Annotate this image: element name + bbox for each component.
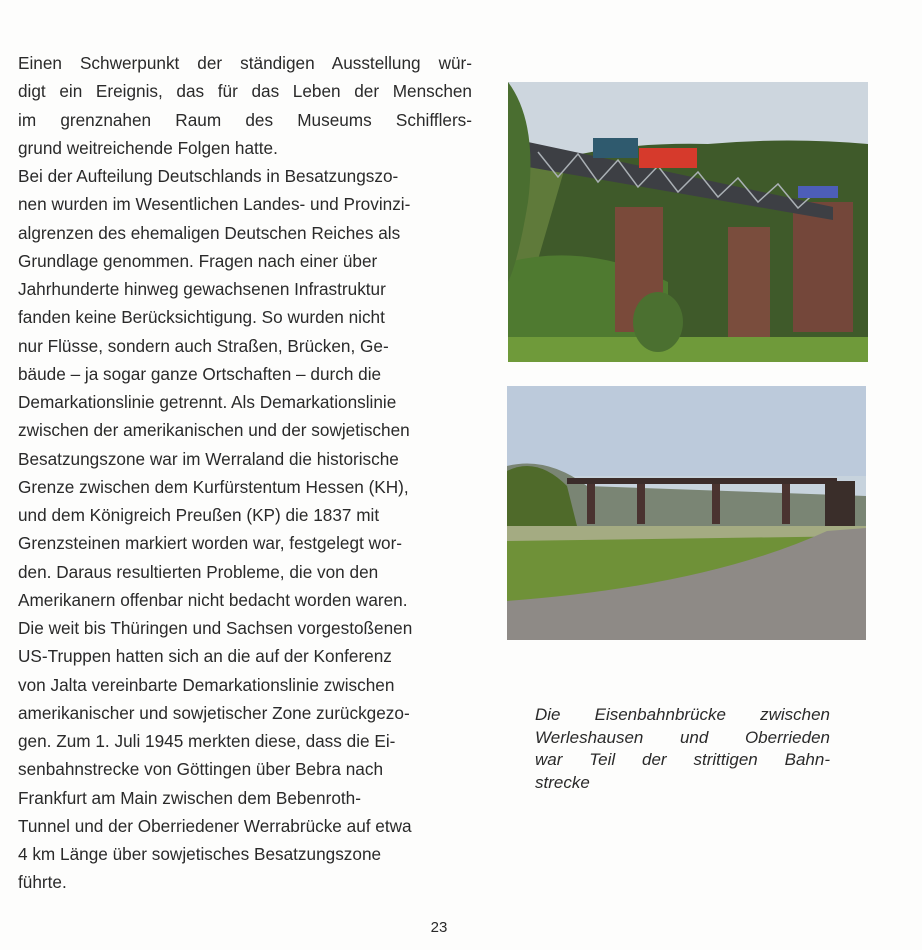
body-text-line: Jahrhunderte hinweg gewachsenen Infrastruktur: [18, 279, 386, 299]
body-text-line: digt ein Ereignis, das für das Leben der Menschen: [18, 81, 472, 102]
body-text-line: algrenzen des ehemaligen Deutschen Reiches als: [18, 222, 401, 243]
body-text-line: Einen Schwerpunkt der ständigen Ausstellung wür-: [18, 53, 472, 73]
body-text-line: den. Daraus resultierten Probleme, die von den: [18, 561, 379, 582]
body-text-line: nen wurden im Wesentlichen Landes- und Provinzi-: [18, 194, 411, 215]
body-text-line: Besatzungszone war im Werraland die historische: [18, 448, 399, 469]
caption-line: Die Eisenbahnbrücke zwischen: [535, 705, 830, 724]
body-text: [18, 49, 472, 897]
body-text-line: 4 km Länge über sowjetisches Besatzungszone: [18, 844, 382, 864]
body-text-line: amerikanischer und sowjetischer Zone zurückgezo-: [18, 702, 410, 723]
body-text-line: Frankfurt am Main zwischen dem Bebenroth-: [18, 787, 361, 808]
body-text-line: und dem Königreich Preußen (KP) die 1837 mit: [18, 505, 380, 525]
page-number: 23: [430, 919, 448, 936]
body-text-line: Grenze zwischen dem Kurfürstentum Hessen (KH),: [18, 476, 409, 497]
body-text-line: nur Flüsse, sondern auch Straßen, Brücken, Ge-: [18, 335, 389, 356]
body-text-line: grund weitreichende Folgen hatte.: [18, 137, 278, 158]
body-text-line: US-Truppen hatten sich an die auf der Konferenz: [18, 646, 392, 667]
caption-line: war Teil der strittigen Bahn-: [535, 750, 830, 769]
body-text-line: bäude – ja sogar ganze Ortschaften – durch die: [18, 363, 382, 384]
photo-caption: [535, 704, 830, 794]
body-text-line: Bei der Aufteilung Deutschlands in Besatzungszo-: [18, 166, 399, 186]
body-text-line: zwischen der amerikanischen und der sowjetischen: [18, 420, 410, 441]
body-text-line: Grundlage genommen. Fragen nach einer über: [18, 250, 378, 271]
body-text-line: Die weit bis Thüringen und Sachsen vorgestoßenen: [18, 618, 413, 638]
body-text-line: Amerikanern offenbar nicht bedacht worden waren.: [18, 589, 408, 610]
body-text-line: Tunnel und der Oberriedener Werrabrücke auf etwa: [18, 815, 412, 836]
body-text-line: senbahnstrecke von Göttingen über Bebra nach: [18, 759, 383, 780]
caption-line: strecke: [535, 772, 590, 792]
body-text-line: von Jalta vereinbarte Demarkationslinie zwischen: [18, 674, 395, 695]
photo-bridge-and-road: [507, 386, 866, 640]
body-text-line: im grenznahen Raum des Museums Schifflers-: [18, 109, 472, 130]
photo-railway-bridge-with-train: [508, 82, 868, 362]
body-text-line: gen. Zum 1. Juli 1945 merkten diese, dass die Ei-: [18, 731, 396, 751]
body-text-line: Demarkationslinie getrennt. Als Demarkationslinie: [18, 392, 397, 412]
body-text-line: Grenzsteinen markiert worden war, festgelegt wor-: [18, 533, 403, 554]
caption-line: Werleshausen und Oberrieden: [535, 727, 830, 747]
body-text-line: führte.: [18, 872, 67, 893]
body-text-line: fanden keine Berücksichtigung. So wurden nicht: [18, 307, 385, 328]
